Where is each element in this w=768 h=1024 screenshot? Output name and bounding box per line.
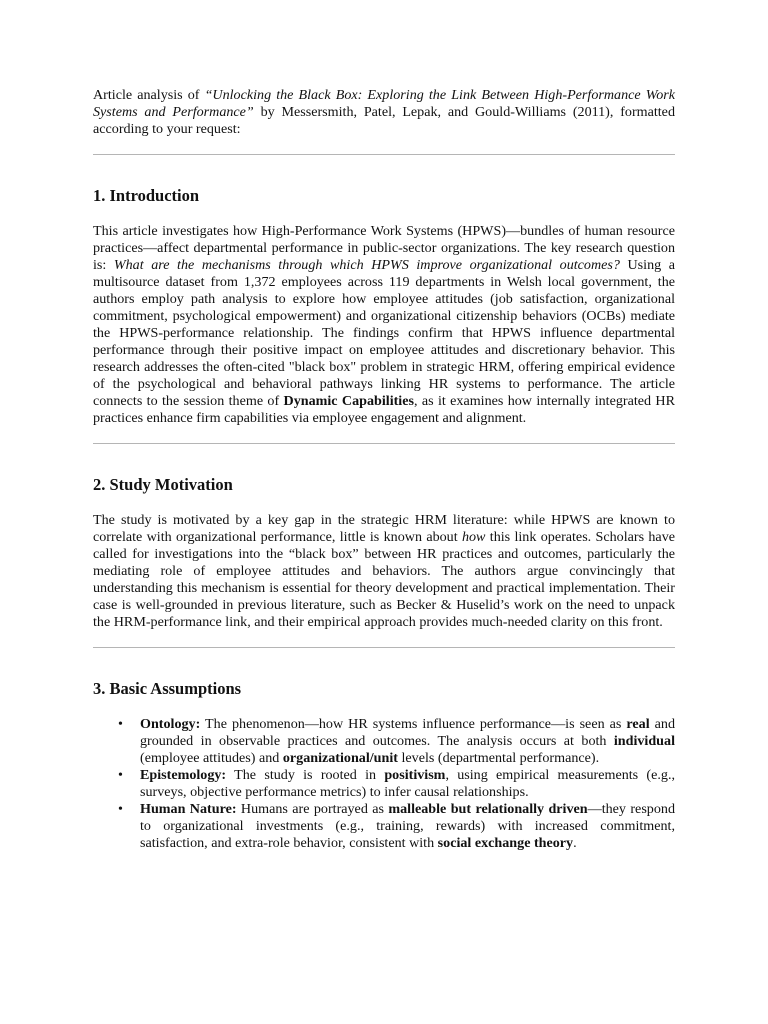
bullet: •: [118, 716, 123, 732]
section-heading-assumptions: 3. Basic Assumptions: [93, 679, 242, 698]
intro-paragraph: [93, 87, 675, 138]
introduction-text-2: Using a multisource dataset from 1,372 employees across 119 departments in Welsh local government, the authors employ path analysis to explore how employee attitudes (job satisfaction, organizational commitment, psychological empowerment) and organizational citizenship behaviors (OCBs) mediate the HPWS-performance relationship. The findings confirm that HPWS influence departmental performance through their positive impact on employee attitudes and discretionary behavior. This research addresses the often-cited "black box" problem in strategic HRM, offering empirical evidence of the psychological and behavioral pathways linking HR systems to performance. The article connects to the session theme of: [93, 257, 675, 409]
human-nature-bold-1: malleable but relationally driven: [388, 801, 588, 817]
human-nature-text-2: —they respond to organizational investments (e.g., training, rewards) with increased commitment, satisfaction, and extra-role behavior, consistent with: [140, 801, 675, 851]
bullet: •: [118, 801, 123, 817]
list-item-epistemology: [118, 767, 675, 801]
intro-prefix: Article analysis of: [93, 87, 205, 103]
ontology-label: Ontology:: [140, 716, 201, 732]
introduction-paragraph: [93, 223, 675, 427]
ontology-text-2: and grounded in observable practices and outcomes. The analysis occurs at both: [140, 716, 675, 749]
section-heading-introduction: 1. Introduction: [93, 186, 200, 205]
epistemology-text-2: , using empirical measurements (e.g., surveys, objective performance metrics) to infer causal relationships.: [140, 767, 675, 800]
section-heading-motivation: 2. Study Motivation: [93, 475, 233, 494]
ontology-bold-1: real: [626, 716, 650, 732]
motivation-text-2: this link operates. Scholars have called for investigations into the “black box” between HR practices and outcomes, particularly the mediating role of employee attitudes and behaviors. The authors argue convincingly that understanding this mechanism is essential for theory development and practical implementation. Their case is well-grounded in previous literature, such as Becker & Huselid’s work on the need to unpack the HRM-performance link, and their empirical approach provides much-needed clarity on this front.: [93, 529, 675, 630]
assumptions-list: [93, 716, 675, 852]
epistemology-text-1: The study is rooted in: [226, 767, 385, 783]
article-title: “Unlocking the Black Box: Exploring the Link Between High-Performance Work Systems and Performance”: [93, 87, 675, 120]
epistemology-bold-1: positivism: [384, 767, 446, 783]
research-question: What are the mechanisms through which HPWS improve organizational outcomes?: [113, 257, 620, 273]
ontology-text-4: levels (departmental performance).: [397, 750, 600, 766]
list-item-ontology: [118, 716, 675, 767]
motivation-paragraph: [93, 512, 675, 631]
session-theme: Dynamic Capabilities: [283, 393, 414, 409]
epistemology-label: Epistemology:: [140, 767, 227, 783]
divider: [93, 154, 675, 155]
ontology-text-3: (employee attitudes) and: [140, 750, 283, 766]
bullet: •: [118, 767, 123, 783]
intro-suffix: by Messersmith, Patel, Lepak, and Gould-Williams (2011), formatted according to your request:: [93, 104, 675, 137]
human-nature-bold-2: social exchange theory: [437, 835, 574, 851]
divider: [93, 443, 675, 444]
ontology-bold-3: organizational/unit: [282, 750, 398, 766]
emphasis-how: how: [461, 529, 486, 545]
human-nature-text-3: .: [573, 835, 577, 851]
list-item-human-nature: [118, 801, 675, 852]
introduction-text-1: This article investigates how High-Performance Work Systems (HPWS)—bundles of human resource practices—affect departmental performance in public-sector organizations. The key research question is:: [93, 223, 675, 273]
ontology-bold-2: individual: [613, 733, 675, 749]
ontology-text-1: The phenomenon—how HR systems influence performance—is seen as: [200, 716, 627, 732]
divider: [93, 647, 675, 648]
document-page: [93, 87, 675, 852]
introduction-text-3: , as it examines how internally integrated HR practices enhance firm capabilities via employee engagement and alignment.: [93, 393, 675, 426]
motivation-text-1: The study is motivated by a key gap in the strategic HRM literature: while HPWS are known to correlate with organizational performance, little is known about: [93, 512, 675, 545]
human-nature-text-1: Humans are portrayed as: [236, 801, 389, 817]
human-nature-label: Human Nature:: [140, 801, 237, 817]
